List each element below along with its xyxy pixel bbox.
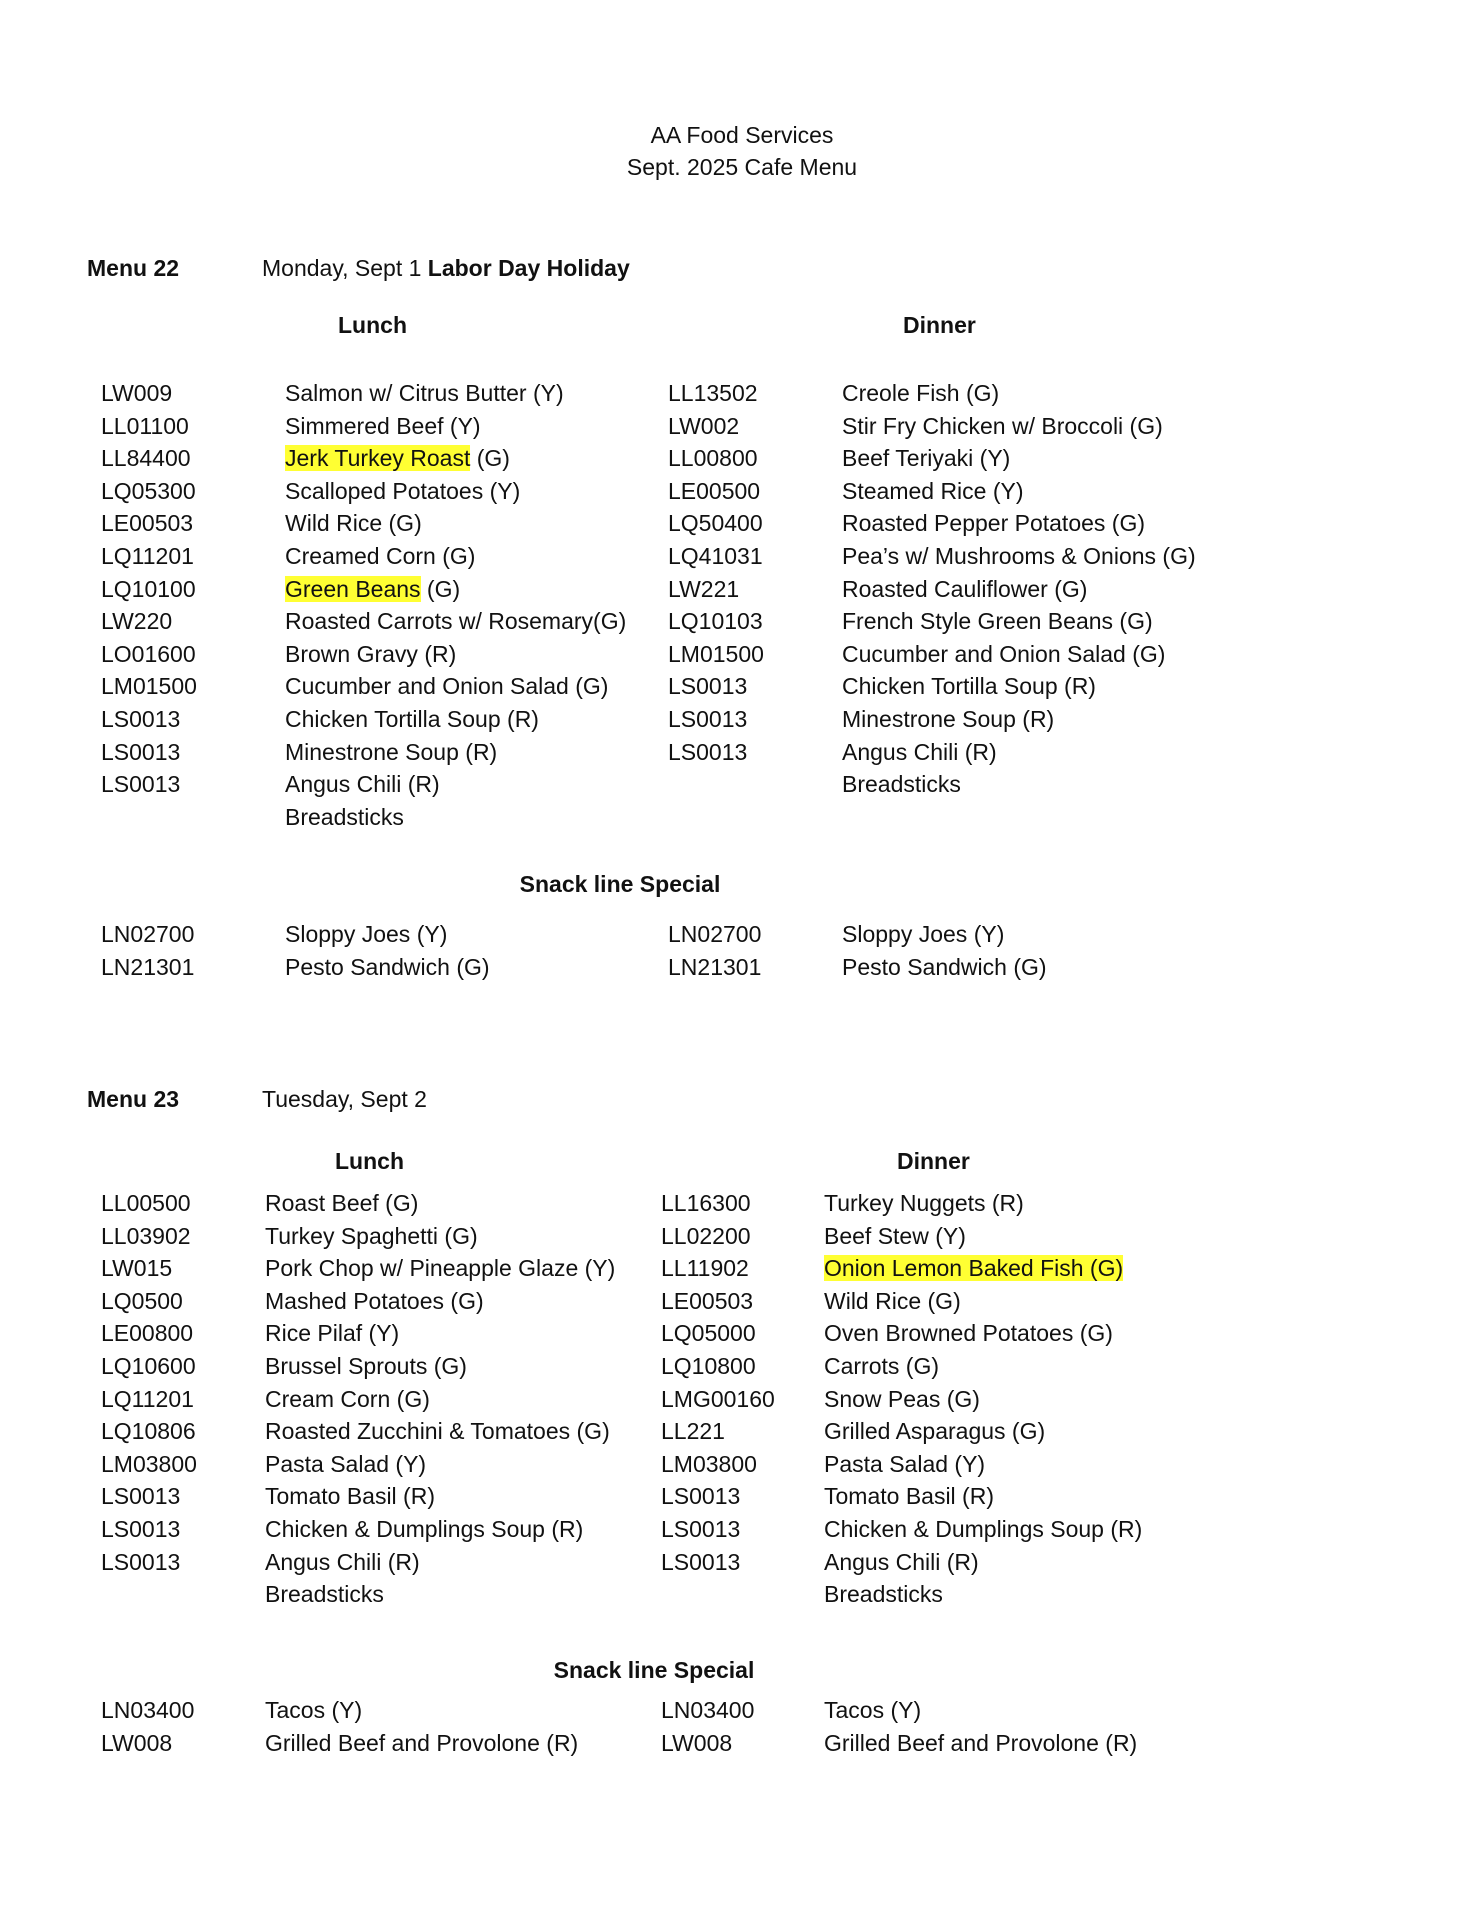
- lunch-item-name: Pork Chop w/ Pineapple Glaze: [265, 1255, 579, 1282]
- dinner-item-name: Beef Teriyaki: [842, 445, 974, 472]
- snack-dinner-item-name: Grilled Beef and Provolone: [824, 1729, 1099, 1756]
- document-title: Sept. 2025 Cafe Menu: [626, 154, 858, 180]
- lunch-item-name: Angus Chili: [285, 771, 402, 798]
- dinner-item-diet-tag: (Y): [948, 1450, 986, 1477]
- lunch-item-diet-tag: (G): [568, 673, 609, 700]
- dinner-item-code: LL02200: [661, 1222, 751, 1249]
- lunch-item-name: Wild Rice: [285, 510, 383, 537]
- dinner-item-name: Chicken Tortilla Soup: [842, 673, 1058, 700]
- snack-lunch-item-code: LN21301: [101, 953, 195, 980]
- lunch-menu-item: [285, 412, 481, 439]
- dinner-menu-item: [842, 738, 997, 765]
- dinner-item-code: LQ10800: [661, 1353, 756, 1379]
- lunch-item-diet-tag: (G): [382, 510, 422, 537]
- lunch-heading: Lunch: [335, 1148, 404, 1174]
- lunch-item-code: LQ05300: [101, 477, 196, 504]
- snack-dinner-item-name: Sloppy Joes: [842, 921, 968, 947]
- dinner-item-code: LL16300: [661, 1190, 751, 1216]
- lunch-item-diet-tag: (G): [435, 543, 476, 569]
- dinner-menu-item: [842, 412, 1163, 439]
- lunch-menu-item: [265, 1257, 615, 1280]
- lunch-menu-item: [285, 477, 521, 504]
- dinner-item-code: LS0013: [661, 1548, 741, 1575]
- dinner-item-name: Angus Chili: [842, 738, 959, 765]
- dinner-item-diet-tag: (R): [985, 1190, 1024, 1216]
- lunch-menu-item: [285, 382, 564, 405]
- lunch-item-diet-tag: (G): [444, 1287, 484, 1314]
- dinner-item-code: LMG00160: [661, 1385, 775, 1412]
- lunch-item-code: LL01100: [101, 412, 189, 439]
- menu-number: Menu 23: [87, 1086, 180, 1112]
- lunch-menu-item: [265, 1355, 467, 1378]
- dinner-item-diet-tag: (G): [1156, 543, 1196, 569]
- dinner-menu-item: [842, 447, 1010, 470]
- dinner-menu-item: [842, 382, 999, 405]
- lunch-item-name: Turkey Spaghetti: [265, 1222, 439, 1249]
- snack-lunch-item-code: LN02700: [101, 921, 195, 947]
- dinner-item-diet-tag: (G): [899, 1353, 940, 1379]
- dinner-item-code: LQ41031: [668, 543, 763, 569]
- dinner-item-name: Chicken & Dumplings Soup: [824, 1516, 1104, 1542]
- snack-lunch-item-code: LN03400: [101, 1697, 195, 1723]
- dinner-item-code: LM01500: [668, 640, 764, 667]
- lunch-menu-item: [285, 610, 626, 633]
- holiday-note: Labor Day Holiday: [421, 255, 630, 281]
- dinner-menu-item: [842, 773, 961, 796]
- lunch-menu-item: [285, 545, 475, 568]
- dinner-item-diet-tag: (Y): [973, 445, 1011, 472]
- menu-date-text: Monday, Sept 1: [262, 255, 422, 281]
- lunch-item-diet-tag: (G): [470, 445, 510, 472]
- lunch-item-code: LS0013: [101, 1516, 181, 1542]
- snack-dinner-item-name: Tacos: [824, 1697, 885, 1723]
- dinner-item-code: LE00503: [661, 1287, 754, 1314]
- snack-dinner-item-diet-tag: (Y): [884, 1697, 922, 1723]
- lunch-menu-item: [265, 1420, 610, 1443]
- dinner-item-code: LS0013: [661, 1483, 741, 1510]
- snack-dinner-item-code: LN02700: [668, 921, 762, 947]
- dinner-item-diet-tag: (R): [955, 1483, 994, 1510]
- lunch-item-code: LL84400: [101, 445, 191, 472]
- snack-dinner-menu-item: [824, 1729, 1138, 1756]
- dinner-item-diet-tag: (Y): [986, 477, 1024, 504]
- lunch-item-name: Chicken & Dumplings Soup: [265, 1516, 545, 1542]
- dinner-item-diet-tag: (G): [959, 380, 1000, 406]
- lunch-item-name: Pasta Salad: [265, 1450, 390, 1477]
- lunch-menu-item: [285, 512, 422, 535]
- lunch-item-code: LL03902: [101, 1222, 191, 1249]
- lunch-item-code: LE00800: [101, 1320, 194, 1347]
- dinner-item-name: Pasta Salad: [824, 1450, 949, 1477]
- dinner-item-name: Tomato Basil: [824, 1483, 956, 1510]
- dinner-item-name: Wild Rice: [824, 1287, 922, 1314]
- snack-lunch-item-name: Sloppy Joes: [285, 921, 411, 947]
- lunch-menu-item: [265, 1450, 427, 1477]
- lunch-menu-item: [265, 1583, 384, 1606]
- lunch-menu-item: [265, 1192, 418, 1215]
- lunch-item-name: Tomato Basil: [265, 1483, 397, 1510]
- snack-lunch-item-diet-tag: (G): [449, 953, 490, 980]
- lunch-item-name: Jerk Turkey Roast: [285, 445, 471, 472]
- lunch-item-diet-tag: (R): [401, 771, 440, 798]
- dinner-item-code: LQ50400: [668, 510, 763, 537]
- snack-dinner-item-diet-tag: (G): [1006, 953, 1047, 980]
- lunch-item-name: Cream Corn: [265, 1385, 391, 1412]
- lunch-item-diet-tag: (R): [458, 738, 498, 765]
- dinner-menu-item: [842, 675, 1096, 698]
- dinner-item-name: Cucumber and Onion Salad: [842, 640, 1126, 667]
- snack-dinner-item-code: LN03400: [661, 1697, 755, 1723]
- dinner-menu-item: [824, 1222, 966, 1249]
- lunch-item-name: Mashed Potatoes: [265, 1287, 445, 1314]
- dinner-item-diet-tag: (G): [1005, 1418, 1046, 1445]
- menu-date: [262, 1088, 427, 1111]
- snack-dinner-item-name: Pesto Sandwich: [842, 953, 1007, 980]
- lunch-item-diet-tag: (Y): [389, 1450, 427, 1477]
- dinner-item-code: LS0013: [661, 1516, 741, 1542]
- lunch-item-code: LW220: [101, 608, 173, 635]
- lunch-item-name: Breadsticks: [285, 803, 404, 830]
- dinner-item-code: LS0013: [668, 706, 748, 732]
- dinner-menu-item: [842, 545, 1196, 568]
- dinner-item-diet-tag: (G): [1073, 1320, 1113, 1347]
- lunch-item-name: Rice Pilaf: [265, 1320, 363, 1347]
- lunch-item-code: LS0013: [101, 706, 181, 732]
- dinner-item-name: Steamed Rice: [842, 477, 987, 504]
- dinner-menu-item: [824, 1548, 979, 1575]
- lunch-item-code: LM03800: [101, 1450, 197, 1477]
- dinner-menu-item: [824, 1518, 1142, 1541]
- lunch-item-diet-tag: (G): [420, 575, 461, 602]
- snack-line-heading: Snack line Special: [553, 1657, 755, 1683]
- dinner-item-name: Snow Peas: [824, 1385, 941, 1412]
- dinner-item-diet-tag: (G): [1113, 608, 1153, 635]
- lunch-item-name: Chicken Tortilla Soup: [285, 706, 501, 732]
- dinner-item-name: Turkey Nuggets: [824, 1190, 986, 1216]
- lunch-item-name: Roasted Carrots w/ Rosemary: [285, 608, 594, 635]
- dinner-item-code: LL11902: [661, 1255, 749, 1282]
- lunch-item-code: LW009: [101, 380, 173, 406]
- lunch-item-diet-tag: (Y): [578, 1255, 616, 1282]
- lunch-menu-item: [285, 447, 510, 470]
- lunch-menu-item: [265, 1548, 420, 1575]
- snack-lunch-item-name: Grilled Beef and Provolone: [265, 1729, 540, 1756]
- dinner-menu-item: [842, 512, 1145, 535]
- lunch-menu-item: [285, 575, 461, 602]
- dinner-menu-item: [824, 1450, 986, 1477]
- dinner-item-name: Onion Lemon Baked Fish (G): [824, 1255, 1124, 1282]
- dinner-heading: Dinner: [897, 1148, 970, 1174]
- dinner-item-name: Grilled Asparagus: [824, 1418, 1006, 1445]
- lunch-item-code: LQ11201: [101, 1385, 194, 1412]
- dinner-item-diet-tag: (R): [958, 738, 997, 765]
- snack-lunch-item-diet-tag: (Y): [325, 1697, 363, 1723]
- dinner-menu-item: [824, 1583, 943, 1606]
- lunch-menu-item: [285, 640, 457, 667]
- dinner-item-diet-tag: (G): [1047, 575, 1088, 602]
- dinner-menu-item: [842, 610, 1153, 633]
- menu-date-text: Tuesday, Sept 2: [262, 1086, 427, 1112]
- dinner-menu-item: [842, 640, 1166, 667]
- dinner-item-name: Creole Fish: [842, 380, 960, 406]
- lunch-item-name: Angus Chili: [265, 1548, 382, 1575]
- dinner-item-code: LS0013: [668, 738, 748, 765]
- snack-line-heading: Snack line Special: [519, 871, 721, 897]
- lunch-menu-item: [285, 773, 440, 796]
- dinner-menu-item: [824, 1355, 939, 1378]
- lunch-item-name: Simmered Beef: [285, 412, 444, 439]
- snack-lunch-menu-item: [285, 953, 490, 980]
- dinner-item-name: Minestrone Soup: [842, 706, 1016, 732]
- lunch-menu-item: [285, 803, 404, 830]
- lunch-item-code: LQ11201: [101, 543, 194, 569]
- dinner-menu-item: [824, 1420, 1045, 1443]
- lunch-item-name: Breadsticks: [265, 1581, 384, 1608]
- dinner-item-code: LL13502: [668, 380, 758, 406]
- company-name: AA Food Services: [650, 122, 834, 148]
- lunch-item-diet-tag: (Y): [443, 412, 481, 439]
- snack-lunch-menu-item: [285, 923, 447, 946]
- dinner-menu-item: [824, 1257, 1123, 1280]
- dinner-item-diet-tag: (Y): [928, 1222, 966, 1249]
- lunch-item-diet-tag: (Y): [526, 380, 564, 406]
- lunch-item-code: LW015: [101, 1255, 173, 1282]
- lunch-menu-item: [265, 1222, 478, 1249]
- dinner-menu-item: [842, 708, 1054, 731]
- dinner-item-diet-tag: (G): [921, 1287, 961, 1314]
- dinner-item-code: LQ10103: [668, 608, 763, 635]
- dinner-item-name: Stir Fry Chicken w/ Broccoli: [842, 412, 1124, 439]
- lunch-item-diet-tag: (G): [570, 1418, 610, 1445]
- snack-lunch-item-diet-tag: (Y): [410, 921, 448, 947]
- lunch-item-code: LS0013: [101, 1548, 181, 1575]
- dinner-item-name: Carrots: [824, 1353, 900, 1379]
- snack-dinner-item-code: LN21301: [668, 953, 762, 980]
- dinner-item-code: LW221: [668, 575, 740, 602]
- lunch-item-code: LL00500: [101, 1190, 191, 1216]
- dinner-item-diet-tag: (R): [1103, 1516, 1143, 1542]
- lunch-item-code: LQ10100: [101, 575, 196, 602]
- lunch-item-name: Scalloped Potatoes: [285, 477, 484, 504]
- lunch-item-code: LO01600: [101, 640, 196, 667]
- lunch-item-code: LE00503: [101, 510, 194, 537]
- lunch-item-diet-tag: (Y): [362, 1320, 400, 1347]
- dinner-menu-item: [824, 1287, 961, 1314]
- lunch-menu-item: [285, 675, 608, 698]
- snack-lunch-item-code: LW008: [101, 1729, 173, 1756]
- lunch-menu-item: [285, 738, 498, 765]
- dinner-item-name: Angus Chili: [824, 1548, 941, 1575]
- menu-number: Menu 22: [87, 255, 180, 281]
- dinner-menu-item: [824, 1322, 1113, 1345]
- dinner-item-diet-tag: (G): [1125, 640, 1166, 667]
- dinner-item-code: LE00500: [668, 477, 761, 504]
- dinner-item-name: Roasted Cauliflower: [842, 575, 1048, 602]
- snack-dinner-menu-item: [842, 953, 1047, 980]
- dinner-item-name: Roasted Pepper Potatoes: [842, 510, 1106, 537]
- lunch-item-code: LS0013: [101, 738, 181, 765]
- snack-dinner-item-diet-tag: (Y): [967, 921, 1005, 947]
- dinner-menu-item: [842, 477, 1024, 504]
- lunch-item-diet-tag: (R): [500, 706, 539, 732]
- dinner-item-name: French Style Green Beans: [842, 608, 1114, 635]
- dinner-item-name: Breadsticks: [824, 1581, 943, 1608]
- lunch-menu-item: [285, 708, 539, 731]
- lunch-item-diet-tag: (G): [378, 1190, 419, 1216]
- lunch-menu-item: [265, 1385, 430, 1412]
- lunch-menu-item: [265, 1287, 484, 1314]
- lunch-item-name: Brown Gravy: [285, 640, 418, 667]
- dinner-item-diet-tag: (G): [940, 1385, 980, 1412]
- lunch-item-code: LQ10806: [101, 1418, 196, 1445]
- lunch-item-name: Roasted Zucchini & Tomatoes: [265, 1418, 571, 1445]
- lunch-item-code: LQ10600: [101, 1353, 196, 1379]
- lunch-heading: Lunch: [338, 312, 407, 338]
- dinner-item-diet-tag: (R): [940, 1548, 979, 1575]
- lunch-item-code: LS0013: [101, 771, 181, 798]
- dinner-item-code: LQ05000: [661, 1320, 756, 1347]
- dinner-item-diet-tag: (R): [1015, 706, 1055, 732]
- snack-dinner-item-code: LW008: [661, 1729, 733, 1756]
- snack-lunch-menu-item: [265, 1699, 362, 1722]
- lunch-item-name: Roast Beef: [265, 1190, 379, 1216]
- snack-lunch-item-name: Tacos: [265, 1697, 326, 1723]
- lunch-item-code: LQ0500: [101, 1287, 183, 1314]
- dinner-item-code: LS0013: [668, 673, 748, 700]
- lunch-item-name: Cucumber and Onion Salad: [285, 673, 569, 700]
- lunch-item-code: LM01500: [101, 673, 197, 700]
- lunch-item-name: Green Beans: [285, 575, 421, 602]
- lunch-item-diet-tag: (G): [593, 608, 627, 635]
- dinner-item-code: LM03800: [661, 1450, 757, 1477]
- dinner-item-name: Breadsticks: [842, 771, 961, 798]
- dinner-menu-item: [842, 575, 1088, 602]
- dinner-item-name: Pea’s w/ Mushrooms & Onions: [842, 543, 1157, 569]
- snack-dinner-item-diet-tag: (R): [1098, 1729, 1138, 1756]
- dinner-item-code: LW002: [668, 412, 740, 439]
- lunch-item-diet-tag: (G): [390, 1385, 430, 1412]
- menu-date: [262, 257, 630, 280]
- lunch-item-diet-tag: (Y): [483, 477, 521, 504]
- snack-dinner-menu-item: [842, 923, 1004, 946]
- lunch-menu-item: [265, 1322, 399, 1345]
- dinner-item-code: LL00800: [668, 445, 758, 472]
- dinner-item-diet-tag: (G): [1105, 510, 1146, 537]
- lunch-item-name: Creamed Corn: [285, 543, 436, 569]
- lunch-item-name: Brussel Sprouts: [265, 1353, 428, 1379]
- snack-dinner-menu-item: [824, 1699, 921, 1722]
- lunch-item-diet-tag: (G): [427, 1353, 467, 1379]
- dinner-item-name: Beef Stew: [824, 1222, 929, 1249]
- dinner-menu-item: [824, 1485, 994, 1508]
- snack-lunch-menu-item: [265, 1729, 579, 1756]
- lunch-item-code: LS0013: [101, 1483, 181, 1510]
- lunch-item-name: Minestrone Soup: [285, 738, 459, 765]
- dinner-item-diet-tag: (R): [1057, 673, 1096, 700]
- lunch-menu-item: [265, 1485, 435, 1508]
- lunch-item-diet-tag: (R): [396, 1483, 435, 1510]
- lunch-menu-item: [265, 1518, 583, 1541]
- lunch-item-diet-tag: (R): [544, 1516, 584, 1542]
- dinner-item-code: LL221: [661, 1418, 725, 1445]
- dinner-item-name: Oven Browned Potatoes: [824, 1320, 1074, 1347]
- dinner-heading: Dinner: [903, 312, 976, 338]
- lunch-item-diet-tag: (G): [438, 1222, 478, 1249]
- dinner-menu-item: [824, 1385, 980, 1412]
- lunch-item-diet-tag: (R): [381, 1548, 420, 1575]
- lunch-item-diet-tag: (R): [417, 640, 457, 667]
- snack-lunch-item-name: Pesto Sandwich: [285, 953, 450, 980]
- dinner-menu-item: [824, 1192, 1024, 1215]
- dinner-item-diet-tag: (G): [1123, 412, 1163, 439]
- snack-lunch-item-diet-tag: (R): [539, 1729, 579, 1756]
- lunch-item-name: Salmon w/ Citrus Butter: [285, 380, 527, 406]
